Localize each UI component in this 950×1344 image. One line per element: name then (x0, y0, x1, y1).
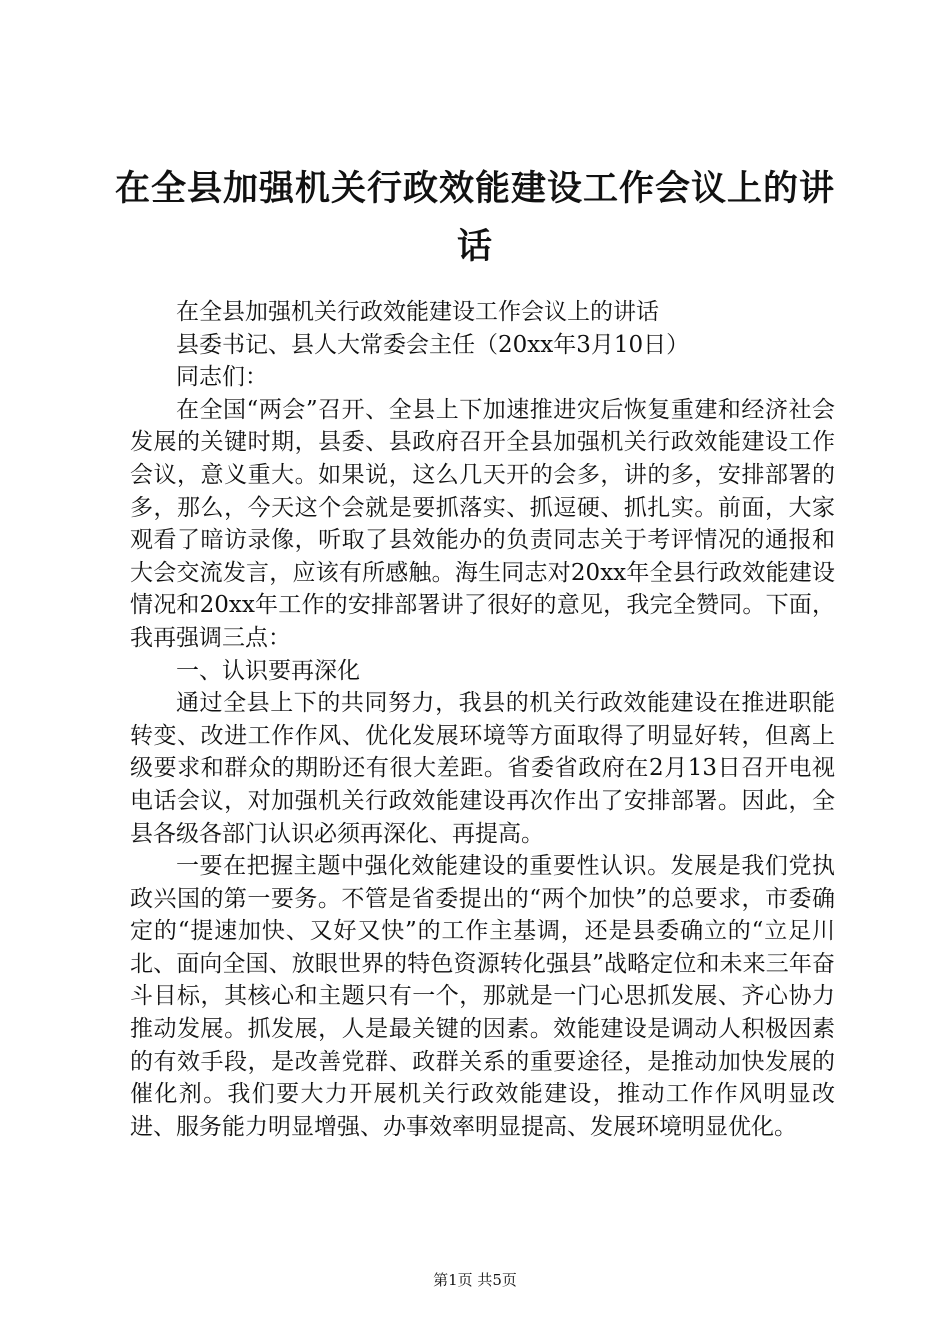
page-footer: 第1页 共5页 (433, 1271, 517, 1289)
section-heading: 一、认识要再深化 (176, 657, 360, 684)
document-title: 在全县加强机关行政效能建设工作会议上的讲话 (114, 169, 835, 267)
body-paragraph: 在全国“两会”召开、全县上下加速推进灾后恢复重建和经济社会发展的关键时期，县委、县政府召开全县加强机关行政效能建设工作会议，意义重大。如果说，这么几天开的会多，讲的多，安排部署的多，那么，今天这个会就是要抓落实、抓逗硬、抓扎实。前面，大家观看了暗访录像，听取了县效能办的负责同志关于考评情况的通报和大会交流发言，应该有所感触。海生同志对20xx年全县行政效能建设情况和20xx年工作的安排部署讲了很好的意见，我完全赞同。下面，我再强调三点： (130, 396, 835, 651)
subtitle-paragraph: 在全县加强机关行政效能建设工作会议上的讲话 (176, 299, 659, 325)
salutation-paragraph: 同志们： (176, 364, 268, 391)
speaker-paragraph: 县委书记、县人大常委会主任（20xx年3月10日） (176, 331, 690, 358)
body-paragraph: 一要在把握主题中强化效能建设的重要性认识。发展是我们党执政兴国的第一要务。不管是省委提出的“两个加快”的总要求，市委确定的“提速加快、又好又快”的工作主基调，还是县委确立的“立足川北、面向全国、放眼世界的特色资源转化强县”战略定位和未来三年奋斗目标，其核心和主题只有一个，那就是一门心思抓发展、齐心协力推动发展。抓发展，人是最关键的因素。效能建设是调动人积极因素的有效手段，是改善党群、政群关系的重要途径，是推动加快发展的催化剂。我们要大力开展机关行政效能建设，推动工作作风明显改进、服务能力明显增强、办事效率明显提高、发展环境明显优化。 (130, 853, 835, 1140)
body-paragraph: 通过全县上下的共同努力，我县的机关行政效能建设在推进职能转变、改进工作作风、优化发展环境等方面取得了明显好转，但离上级要求和群众的期盼还有很大差距。省委省政府在2月13日召开电视电话会议，对加强机关行政效能建设再次作出了安排部署。因此，全县各级各部门认识必须再深化、再提高。 (130, 690, 835, 847)
document-body (130, 296, 835, 1143)
